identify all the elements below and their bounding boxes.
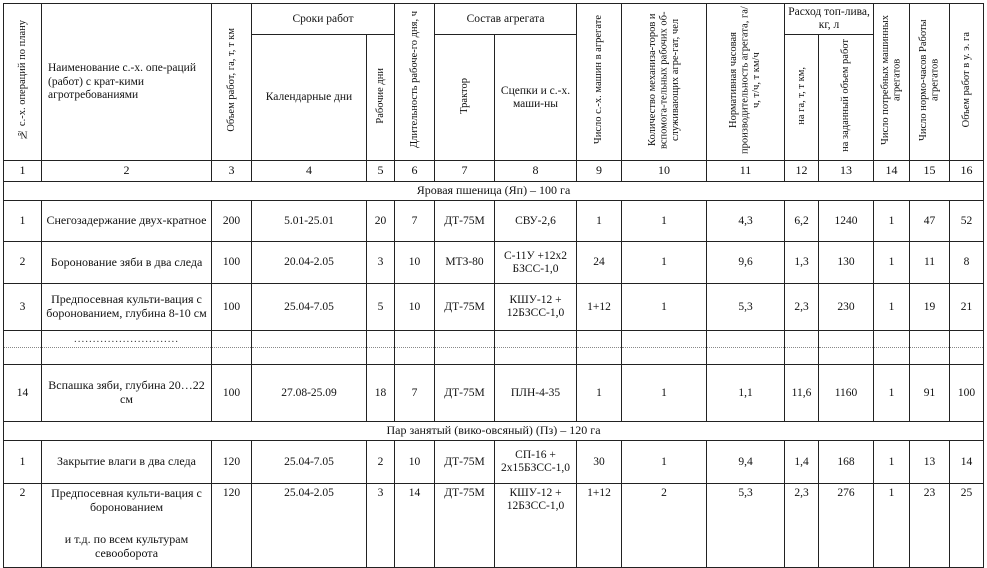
conv-ha: 52 [950,201,984,242]
volume: 200 [212,201,252,242]
header-norm-hours: Число нормо-часов Работы агрегатов [910,4,950,161]
col-num: 13 [819,161,874,182]
col-num: 14 [874,161,910,182]
col-num: 3 [212,161,252,182]
productivity: 4,3 [707,201,785,242]
volume: 100 [212,365,252,422]
conv-ha: 25 [950,484,984,568]
op-name: Вспашка зяби, глубина 20…22 см [42,365,212,422]
header-tractor: Трактор [435,35,495,161]
op-name-text: Предпосевная культи-вация с боронованием [51,486,202,515]
gap-cell [4,348,42,365]
gap-cell [495,331,577,348]
fuel-per-unit: 1,4 [785,441,819,484]
col-num: 4 [252,161,367,182]
fuel-total: 168 [819,441,874,484]
col-num: 10 [622,161,707,182]
table-row [4,242,984,284]
day-length: 10 [395,242,435,284]
units-needed: 1 [874,284,910,331]
col-num: 1 [4,161,42,182]
productivity: 9,6 [707,242,785,284]
fuel-total: 1160 [819,365,874,422]
calendar-days: 5.01-25.01 [252,201,367,242]
gap-cell [785,348,819,365]
header-machine-count: Число с.-х. машин в агрегате [577,4,622,161]
gap-cell [435,331,495,348]
gap-cell [910,348,950,365]
machine-count: 1+12 [577,484,622,568]
col-num: 11 [707,161,785,182]
header-unit-group: Состав агрегата [435,4,577,35]
workers: 1 [622,365,707,422]
work-days: 2 [367,441,395,484]
col-num: 8 [495,161,577,182]
section-title: Пар занятый (вико-овсяный) (Пз) – 120 га [4,422,984,441]
tractor: МТЗ-80 [435,242,495,284]
header-fuel-per-unit: на га, т, т км, [785,35,819,161]
op-name: Снегозадержание двух-кратное [42,201,212,242]
header-work-days: Рабочие дни [367,35,395,161]
fuel-per-unit: 2,3 [785,484,819,568]
gap-cell [950,348,984,365]
volume: 100 [212,284,252,331]
day-length: 7 [395,201,435,242]
op-name: Боронование зяби в два следа [42,242,212,284]
gap-cell [252,348,367,365]
header-fuel-total: на заданный объем работ [819,35,874,161]
conv-ha: 100 [950,365,984,422]
units-needed: 1 [874,201,910,242]
op-name [42,484,212,568]
productivity: 5,3 [707,484,785,568]
productivity: 1,1 [707,365,785,422]
gap-cell [910,331,950,348]
tractor: ДТ-75М [435,365,495,422]
gap-cell [42,348,212,365]
norm-hours: 13 [910,441,950,484]
header-fuel-group: Расход топ-лива, кг, л [785,4,874,35]
day-length: 14 [395,484,435,568]
col-num: 9 [577,161,622,182]
gap-row [4,348,984,365]
work-days: 3 [367,484,395,568]
gap-cell [435,348,495,365]
machine-count: 1 [577,201,622,242]
machine-count: 30 [577,441,622,484]
header-workers: Количество механиза-торов и вспомога-тельных рабочих об-служивающих агре-гат, чел [622,4,707,161]
day-length: 7 [395,365,435,422]
fuel-total: 230 [819,284,874,331]
productivity: 9,4 [707,441,785,484]
machines: СВУ-2,6 [495,201,577,242]
gap-cell [212,348,252,365]
column-number-row [4,161,984,182]
volume: 100 [212,242,252,284]
col-num: 12 [785,161,819,182]
machines: КШУ-12 + 12БЗСС-1,0 [495,484,577,568]
norm-hours: 47 [910,201,950,242]
conv-ha: 14 [950,441,984,484]
op-note: и т.д. по всем культурам севооборота [64,531,189,560]
fuel-per-unit: 6,2 [785,201,819,242]
gap-cell [874,331,910,348]
gap-cell [395,331,435,348]
section-spring-wheat [4,182,984,201]
workers: 1 [622,201,707,242]
ellipsis-dots: ............................ [42,331,212,348]
machines: КШУ-12 + 12БЗСС-1,0 [495,284,577,331]
units-needed: 1 [874,484,910,568]
table-row [4,284,984,331]
header-conv-ha: Объем работ в у. э. га [950,4,984,161]
tractor: ДТ-75М [435,201,495,242]
col-num: 2 [42,161,212,182]
header-day-length: Длительность рабоче-го дня, ч [395,4,435,161]
gap-cell [577,348,622,365]
gap-cell [622,331,707,348]
fuel-per-unit: 11,6 [785,365,819,422]
productivity: 5,3 [707,284,785,331]
calendar-days: 25.04-7.05 [252,441,367,484]
table-row [4,484,984,568]
gap-cell [874,348,910,365]
workers: 1 [622,441,707,484]
work-days: 3 [367,242,395,284]
op-name: Предпосевная культи-вация с боронованием, глубина 8-10 см [42,284,212,331]
calendar-days: 27.08-25.09 [252,365,367,422]
op-number: 1 [4,201,42,242]
header-terms-group: Сроки работ [252,4,395,35]
op-name: Закрытие влаги в два следа [42,441,212,484]
col-num: 15 [910,161,950,182]
ellipsis-row [4,331,984,348]
machines: СП-16 + 2х15БЗСС-1,0 [495,441,577,484]
col-num: 6 [395,161,435,182]
col-num: 7 [435,161,495,182]
machines: С-11У +12х2 БЗСС-1,0 [495,242,577,284]
volume: 120 [212,441,252,484]
units-needed: 1 [874,441,910,484]
fuel-total: 130 [819,242,874,284]
units-needed: 1 [874,242,910,284]
work-days: 18 [367,365,395,422]
workers: 2 [622,484,707,568]
machine-count: 24 [577,242,622,284]
gap-cell [4,331,42,348]
volume: 120 [212,484,252,568]
machine-count: 1 [577,365,622,422]
header-units-needed: Число потребных машинных агрегатов [874,4,910,161]
workers: 1 [622,284,707,331]
header-productivity: Нормативная часовая производительность агрегата, га/ч, т/ч, т км/ч [707,4,785,161]
tractor: ДТ-75М [435,441,495,484]
header-calendar-days: Календарные дни [252,35,367,161]
gap-cell [950,331,984,348]
norm-hours: 23 [910,484,950,568]
gap-cell [495,348,577,365]
conv-ha: 8 [950,242,984,284]
op-number: 14 [4,365,42,422]
gap-cell [707,348,785,365]
section-fallow [4,422,984,441]
header-op-number: № с.-х. операций по плану [4,4,42,161]
op-number: 1 [4,441,42,484]
norm-hours: 19 [910,284,950,331]
norm-hours: 11 [910,242,950,284]
col-num: 16 [950,161,984,182]
op-number: 2 [4,484,42,568]
calendar-days: 25.04-7.05 [252,284,367,331]
col-num: 5 [367,161,395,182]
gap-cell [819,331,874,348]
day-length: 10 [395,284,435,331]
gap-cell [785,331,819,348]
calendar-days: 20.04-2.05 [252,242,367,284]
gap-cell [622,348,707,365]
gap-cell [252,331,367,348]
header-volume: Объем работ, га, т, т км [212,4,252,161]
header-op-name: Наименование с.-х. опе-раций (работ) с крат-кими агротребованиями [42,4,212,161]
work-days: 5 [367,284,395,331]
day-length: 10 [395,441,435,484]
work-plan-table [3,3,984,568]
gap-cell [395,348,435,365]
gap-cell [367,331,395,348]
table-row [4,201,984,242]
gap-cell [577,331,622,348]
machine-count: 1+12 [577,284,622,331]
norm-hours: 91 [910,365,950,422]
fuel-per-unit: 2,3 [785,284,819,331]
units-needed: 1 [874,365,910,422]
header-machines: Сцепки и с.-х. маши-ны [495,35,577,161]
workers: 1 [622,242,707,284]
tractor: ДТ-75М [435,484,495,568]
fuel-per-unit: 1,3 [785,242,819,284]
gap-cell [819,348,874,365]
gap-cell [212,331,252,348]
conv-ha: 21 [950,284,984,331]
fuel-total: 1240 [819,201,874,242]
work-days: 20 [367,201,395,242]
machines: ПЛН-4-35 [495,365,577,422]
calendar-days: 25.04-2.05 [252,484,367,568]
table-row [4,441,984,484]
fuel-total: 276 [819,484,874,568]
op-number: 2 [4,242,42,284]
gap-cell [367,348,395,365]
op-number: 3 [4,284,42,331]
section-title: Яровая пшеница (Яп) – 100 га [4,182,984,201]
tractor: ДТ-75М [435,284,495,331]
gap-cell [707,331,785,348]
table-row [4,365,984,422]
